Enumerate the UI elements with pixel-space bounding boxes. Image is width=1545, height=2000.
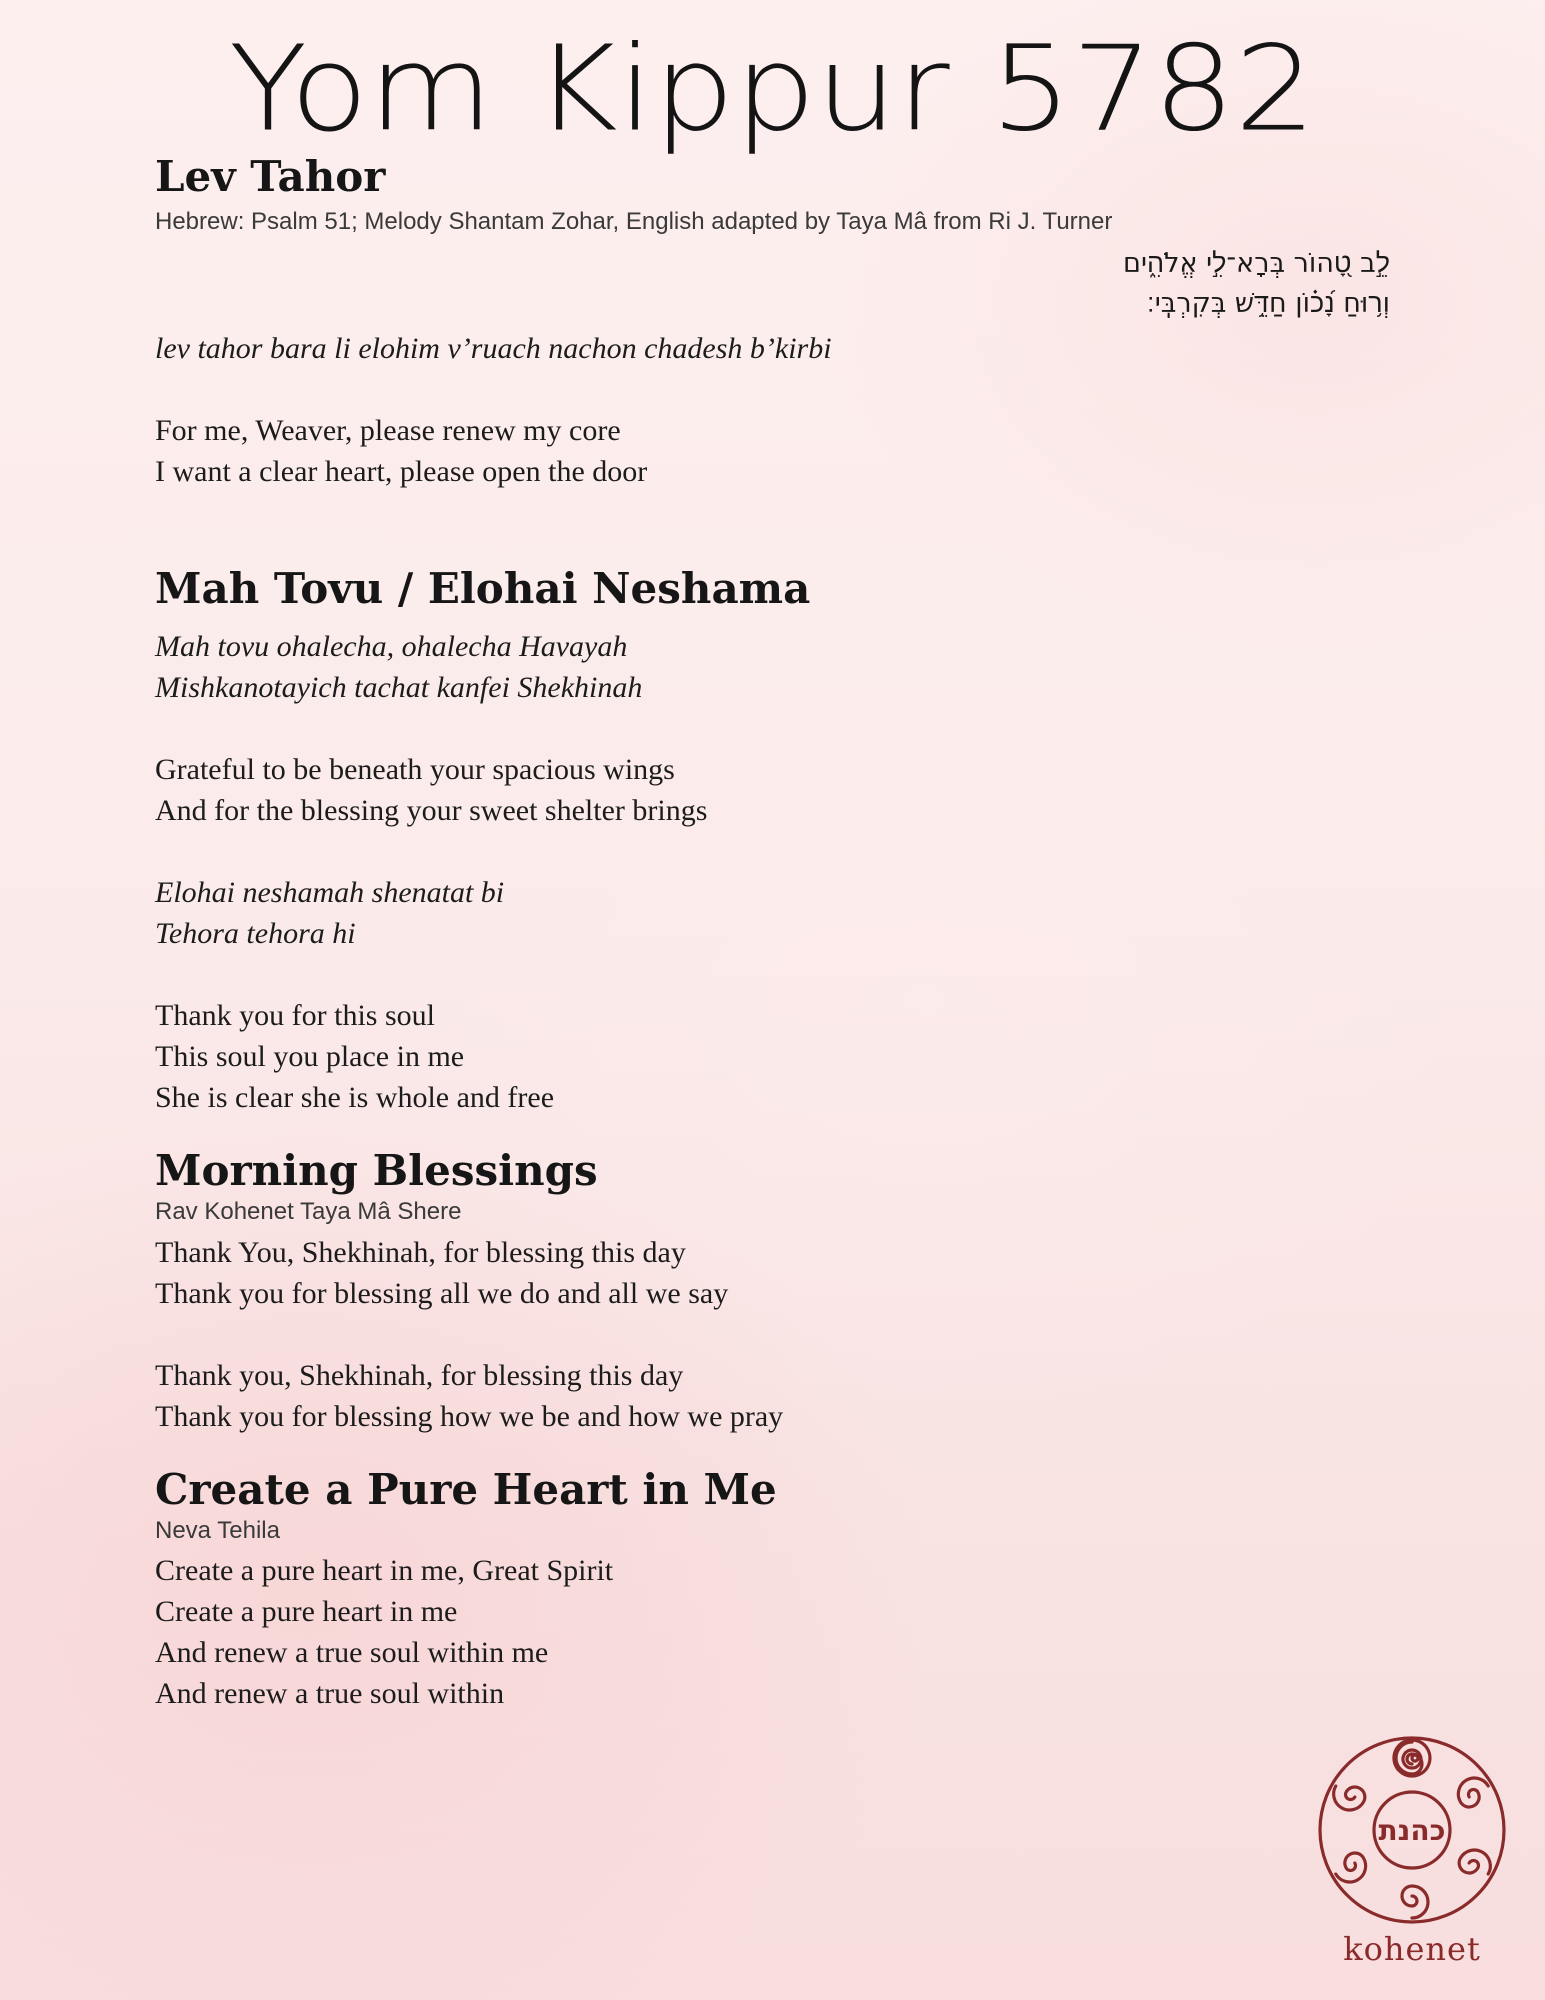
english-verse xyxy=(155,1232,1395,1314)
lyric-line: Thank you, Shekhinah, for blessing this day xyxy=(155,1358,684,1392)
transliteration-verse xyxy=(155,872,1395,954)
english-verse xyxy=(155,1355,1395,1437)
song-lev-tahor xyxy=(155,152,1395,492)
lyric-line: Mishkanotayich tachat kanfei Shekhinah xyxy=(155,670,643,704)
english-verse xyxy=(155,995,1395,1118)
song-credit: Hebrew: Psalm 51; Melody Shantam Zohar, English adapted by Taya Mâ from Ri J. Turner xyxy=(155,208,1113,236)
song-mah-tovu xyxy=(155,564,1395,1118)
spiral-circle-logo-icon xyxy=(1312,1730,1512,1930)
logo-wordmark: kohenet xyxy=(1343,1930,1481,1968)
transliteration-verse xyxy=(155,626,1395,708)
kohenet-logo xyxy=(1312,1730,1512,1970)
song-title: Mah Tovu / Elohai Neshama xyxy=(155,563,811,613)
song-title: Create a Pure Heart in Me xyxy=(155,1464,777,1514)
lyric-line: Create a pure heart in me, Great Spirit xyxy=(155,1554,614,1588)
lyric-line: I want a clear heart, please open the door xyxy=(155,454,648,488)
lyric-line: And for the blessing your sweet shelter brings xyxy=(155,793,708,827)
lyric-line: For me, Weaver, please renew my core xyxy=(155,413,621,447)
song-credit: Rav Kohenet Taya Mâ Shere xyxy=(155,1198,462,1226)
lyric-line: Thank you for blessing all we do and all we say xyxy=(155,1276,729,1310)
hebrew-line: וְר֥וּחַ נָ֝כ֗וֹן חַדֵּ֥שׁ בְּקִרְבִּֽי׃ xyxy=(1146,287,1390,319)
song-credit: Neva Tehila xyxy=(155,1516,280,1544)
song-create-a-pure-heart xyxy=(155,1465,1395,1715)
lyric-line: Thank you for this soul xyxy=(155,998,435,1032)
english-verse xyxy=(155,749,1395,831)
document-title: Yom Kippur 5782 xyxy=(228,21,1317,159)
lyric-line: And renew a true soul within xyxy=(155,1677,505,1711)
songsheet-content xyxy=(155,152,1395,1714)
lyric-line: Thank you for blessing how we be and how we pray xyxy=(155,1399,784,1433)
hebrew-line: לֵ֣ב טָ֭הוֹר בְּרָא־לִ֣י אֱלֹהִ֑ים xyxy=(1123,247,1390,279)
lyric-line: Thank You, Shekhinah, for blessing this day xyxy=(155,1235,686,1269)
lyric-line: And renew a true soul within me xyxy=(155,1636,549,1670)
english-verse xyxy=(155,1550,1395,1714)
logo-hebrew-text: כהנת xyxy=(1378,1814,1446,1847)
english-verse xyxy=(155,410,1395,492)
lyric-line: Grateful to be beneath your spacious wings xyxy=(155,752,675,786)
lyric-line: Tehora tehora hi xyxy=(155,916,356,950)
song-title: Morning Blessings xyxy=(155,1145,598,1195)
song-title: Lev Tahor xyxy=(155,152,386,201)
lyric-line: She is clear she is whole and free xyxy=(155,1080,555,1114)
lyric-line: Mah tovu ohalecha, ohalecha Havayah xyxy=(155,629,628,663)
lyric-line: lev tahor bara li elohim v’ruach nachon chadesh b’kirbi xyxy=(155,331,832,365)
lyric-line: Create a pure heart in me xyxy=(155,1595,458,1629)
hebrew-text xyxy=(155,244,1390,324)
lyric-line: Elohai neshamah shenatat bi xyxy=(155,875,505,909)
lyric-line: This soul you place in me xyxy=(155,1039,465,1073)
transliteration xyxy=(155,328,1395,369)
song-morning-blessings xyxy=(155,1146,1395,1437)
